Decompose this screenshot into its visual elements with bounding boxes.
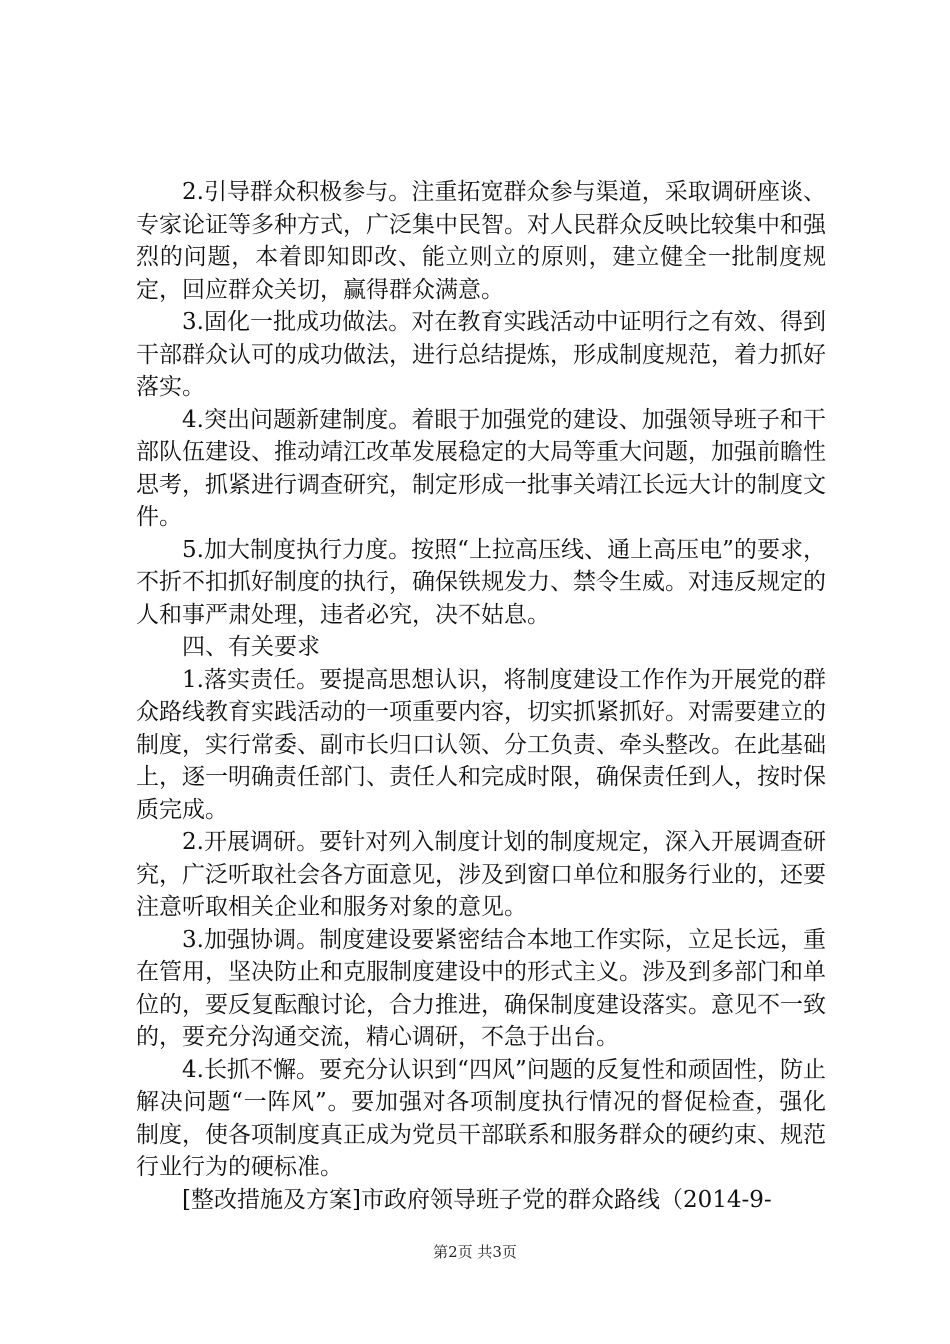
requirement-item-1: 1.落实责任。要提高思想认识，将制度建设工作作为开展党的群众路线教育实践活动的一项重要内容，切实抓紧抓好。对需要建立的制度，实行常委、副市长归口认领、分工负责、牵头整改。在此基础上，逐一明确责任部门、责任人和完成时限，确保责任到人，按时保质完成。	[136, 666, 826, 823]
document-body	[136, 176, 826, 1216]
document-source-line: [整改措施及方案]市政府领导班子党的群众路线（2014-9-	[182, 1186, 772, 1213]
page-number-footer: 第2页 共3页	[433, 1243, 517, 1261]
requirement-item-2: 2.开展调研。要针对列入制度计划的制度规定，深入开展调查研究，广泛听取社会各方面意见，涉及到窗口单位和服务行业的，还要注意听取相关企业和服务对象的意见。	[136, 829, 826, 920]
paragraph-item-4: 4.突出问题新建制度。着眼于加强党的建设、加强领导班子和干部队伍建设、推动靖江改革发展稳定的大局等重大问题，加强前瞻性思考，抓紧进行调查研究，制定形成一批事关靖江长远大计的制度文件。	[136, 406, 826, 530]
requirement-item-3: 3.加强协调。制度建设要紧密结合本地工作实际，立足长远，重在管用，坚决防止和克服制度建设中的形式主义。涉及到多部门和单位的，要反复酝酿讨论，合力推进，确保制度建设落实。意见不一致的，要充分沟通交流，精心调研，不急于出台。	[136, 926, 826, 1050]
paragraph-item-5: 5.加大制度执行力度。按照“上拉高压线、通上高压电”的要求，不折不扣抓好制度的执行，确保铁规发力、禁令生威。对违反规定的人和事严肃处理，违者必究，决不姑息。	[136, 536, 826, 628]
section-heading-requirements: 四、有关要求	[182, 634, 320, 660]
paragraph-item-2: 2.引导群众积极参与。注重拓宽群众参与渠道，采取调研座谈、专家论证等多种方式，广泛集中民智。对人民群众反映比较集中和强烈的问题，本着即知即改、能立则立的原则，建立健全一批制度规定，回应群众关切，赢得群众满意。	[136, 179, 826, 303]
requirement-item-4: 4.长抓不懈。要充分认识到“四风”问题的反复性和顽固性，防止解决问题“一阵风”。要加强对各项制度执行情况的督促检查，强化制度，使各项制度真正成为党员干部联系和服务群众的硬约束、规范行业行为的硬标准。	[136, 1056, 826, 1180]
paragraph-item-3: 3.固化一批成功做法。对在教育实践活动中证明行之有效、得到干部群众认可的成功做法，进行总结提炼，形成制度规范，着力抓好落实。	[136, 309, 826, 400]
